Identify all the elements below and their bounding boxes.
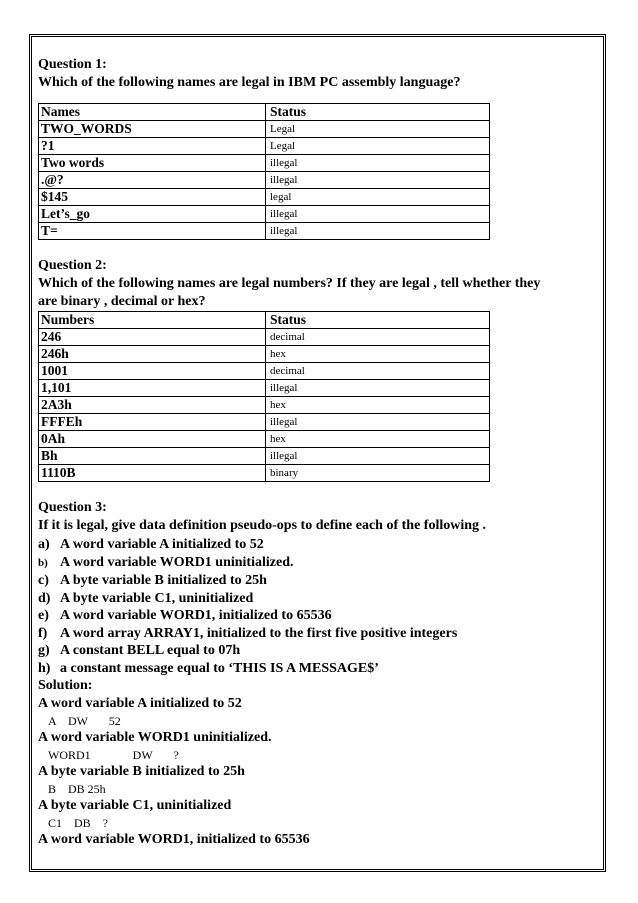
q2-prompt-line2: are binary , decimal or hex? <box>38 294 206 309</box>
list-item-text: A word variable WORD1 uninitialized. <box>60 554 294 570</box>
cell-value: Let’s_go <box>39 206 266 223</box>
cell-status: illegal <box>266 223 490 240</box>
table-header-row <box>39 104 490 121</box>
solution-heading: A byte variable C1, uninitialized <box>38 798 232 813</box>
cell-value: $145 <box>39 189 266 206</box>
list-item-text: A word array ARRAY1, initialized to the first five positive integers <box>60 625 458 641</box>
list-item-marker: b) <box>38 556 48 569</box>
table-row <box>39 189 490 206</box>
table-row <box>39 431 490 448</box>
solution-label: Solution: <box>38 678 93 693</box>
solution-list <box>38 695 594 849</box>
list-item-marker: h) <box>38 660 51 676</box>
cell-value: 1001 <box>39 363 266 380</box>
list-item-marker: g) <box>38 643 50 658</box>
cell-status: decimal <box>266 329 490 346</box>
list-item <box>38 642 594 660</box>
table-row <box>39 172 490 189</box>
table-row <box>39 414 490 431</box>
list-item <box>38 536 594 554</box>
cell-status: illegal <box>266 380 490 397</box>
list-item-text: A word variable A initialized to 52 <box>60 537 264 552</box>
cell-value: TWO_WORDS <box>39 121 266 138</box>
header-status: Status <box>266 312 490 329</box>
header-status: Status <box>266 104 490 121</box>
q1-title: Question 1: <box>38 57 107 72</box>
cell-value: Bh <box>39 448 266 465</box>
cell-value: T= <box>39 223 266 240</box>
table-row <box>39 448 490 465</box>
q3-title: Question 3: <box>38 500 107 515</box>
q3-prompt: If it is legal, give data definition pseudo-ops to define each of the following . <box>38 518 487 533</box>
list-item <box>38 607 594 625</box>
cell-value: 1110B <box>39 465 266 482</box>
cell-value: 2A3h <box>39 397 266 414</box>
document-content <box>38 56 594 849</box>
cell-value: 246h <box>39 346 266 363</box>
cell-value: 0Ah <box>39 431 266 448</box>
cell-status: Legal <box>266 138 490 155</box>
cell-value: FFFEh <box>39 414 266 431</box>
list-item <box>38 590 594 608</box>
table-row <box>39 206 490 223</box>
list-item-text: A constant BELL equal to 07h <box>60 643 241 658</box>
table-row <box>39 380 490 397</box>
solution-heading: A byte variable B initialized to 25h <box>38 764 245 779</box>
q1-prompt: Which of the following names are legal in IBM PC assembly language? <box>38 75 461 90</box>
q2-title: Question 2: <box>38 258 107 273</box>
table-header-row <box>39 312 490 329</box>
cell-status: legal <box>266 189 490 206</box>
list-item <box>38 625 594 643</box>
cell-status: hex <box>266 346 490 363</box>
cell-status: binary <box>266 465 490 482</box>
list-item <box>38 554 594 573</box>
table-row <box>39 121 490 138</box>
list-item-marker: d) <box>38 590 51 606</box>
table-row <box>39 329 490 346</box>
cell-status: Legal <box>266 121 490 138</box>
list-item-text: A word variable WORD1, initialized to 65536 <box>60 608 332 623</box>
q2-table <box>38 311 490 482</box>
table-row <box>39 465 490 482</box>
cell-value: ?1 <box>39 138 266 155</box>
solution-code: C1 DB ? <box>48 816 108 830</box>
table-row <box>39 346 490 363</box>
cell-status: illegal <box>266 414 490 431</box>
table-row <box>39 223 490 240</box>
list-item-marker: e) <box>38 608 49 623</box>
solution-heading: A word variable WORD1, initialized to 65536 <box>38 832 310 847</box>
table-row <box>39 363 490 380</box>
list-item-marker: a) <box>38 537 50 552</box>
q1-table <box>38 103 490 240</box>
solution-code: WORD1 DW ? <box>48 748 179 762</box>
cell-status: illegal <box>266 172 490 189</box>
solution-code: B DB 25h <box>48 782 106 796</box>
cell-status: hex <box>266 397 490 414</box>
cell-value: .@? <box>39 172 266 189</box>
cell-value: 246 <box>39 329 266 346</box>
table-row <box>39 397 490 414</box>
cell-value: Two words <box>39 155 266 172</box>
list-item-marker: c) <box>38 573 49 588</box>
solution-heading: A word variable WORD1 uninitialized. <box>38 730 272 745</box>
list-item-text: A byte variable C1, uninitialized <box>60 590 254 606</box>
list-item <box>38 660 594 678</box>
q3-item-list <box>38 536 594 677</box>
cell-status: hex <box>266 431 490 448</box>
cell-value: 1,101 <box>39 380 266 397</box>
table-row <box>39 138 490 155</box>
header-name: Names <box>39 104 266 121</box>
list-item <box>38 572 594 590</box>
cell-status: illegal <box>266 155 490 172</box>
list-item-text: A byte variable B initialized to 25h <box>60 573 267 588</box>
list-item-marker: f) <box>38 625 48 641</box>
q2-prompt-line1: Which of the following names are legal numbers? If they are legal , tell whether they <box>38 276 541 291</box>
list-item-text: a constant message equal to ‘THIS IS A MESSAGE$’ <box>60 660 379 676</box>
cell-status: decimal <box>266 363 490 380</box>
solution-heading: A word variable A initialized to 52 <box>38 696 242 711</box>
table-row <box>39 155 490 172</box>
solution-code: A DW 52 <box>48 714 121 728</box>
cell-status: illegal <box>266 206 490 223</box>
cell-status: illegal <box>266 448 490 465</box>
header-name: Numbers <box>39 312 266 329</box>
